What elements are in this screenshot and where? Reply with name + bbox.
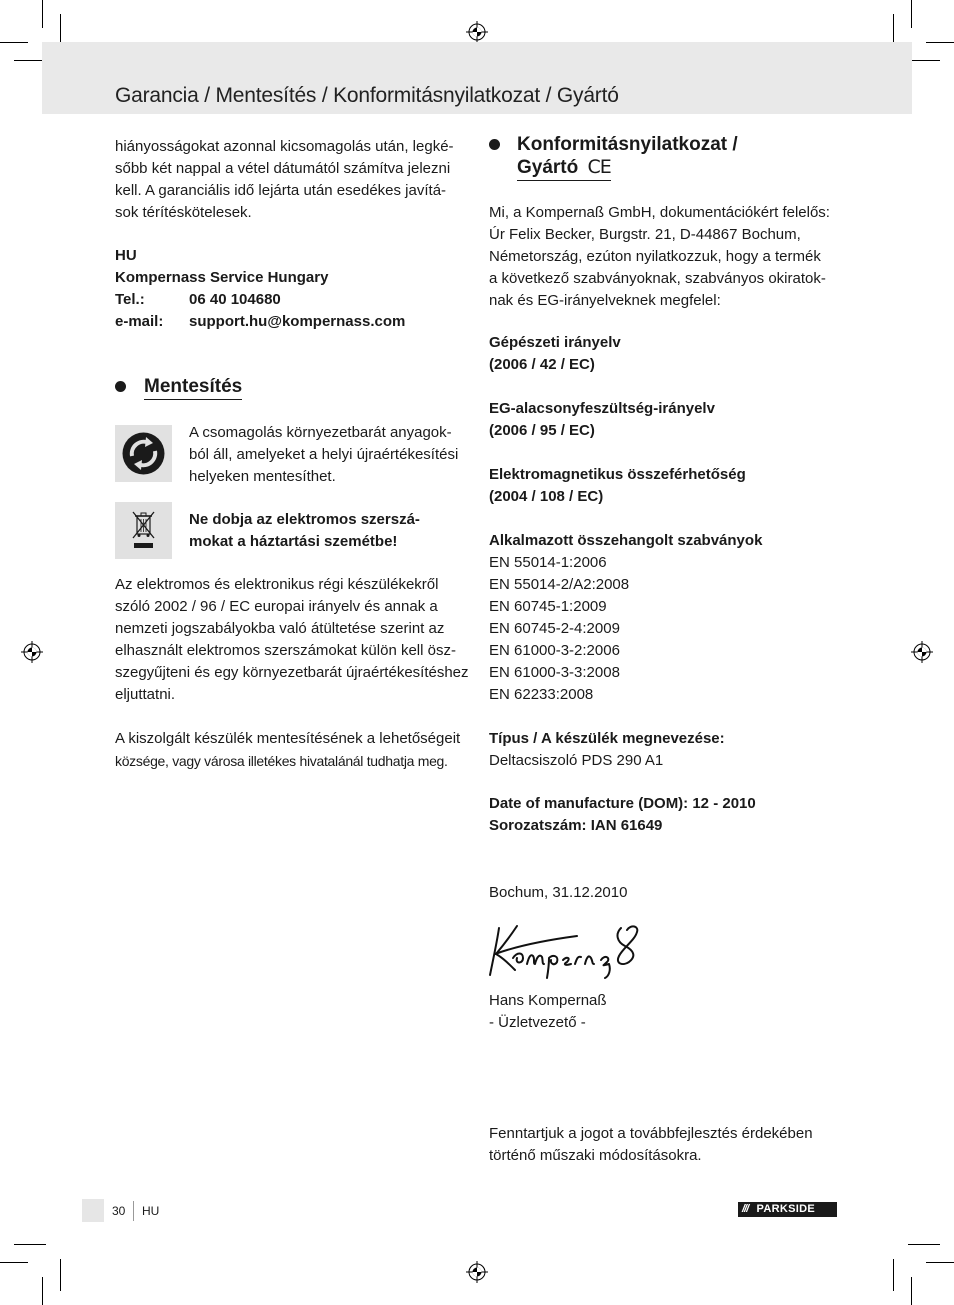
heading-line: Konformitásnyilatkozat / xyxy=(517,134,738,155)
service-company: Kompernass Service Hungary xyxy=(115,269,329,286)
brand-name: PARKSIDE xyxy=(756,1203,815,1215)
service-tel-value: 06 40 104680 xyxy=(189,291,281,308)
standard-item: EN 61000-3-2:2006 xyxy=(489,642,620,659)
page-title: Garancia / Mentesítés / Konformitásnyilatkozat / Gyártó xyxy=(115,84,619,107)
service-contact xyxy=(115,245,328,289)
signer-title: - Üzletvezető - xyxy=(489,1014,586,1031)
standard-item: EN 55014-1:2006 xyxy=(489,554,607,571)
recycle-icon xyxy=(115,425,172,482)
footer-page-tab xyxy=(82,1199,104,1222)
text-line: községe, vagy városa illetékes hivatalánál tudhatja meg. xyxy=(115,753,448,769)
device-type xyxy=(489,728,725,772)
directive-emc xyxy=(489,464,746,508)
text-line: Ne dobja az elektromos szerszá- xyxy=(189,511,420,528)
text-line: a következő szabványoknak, szabványos okiratok- xyxy=(489,270,826,287)
crossed-bin-icon xyxy=(115,502,172,559)
standard-item: EN 60745-2-4:2009 xyxy=(489,620,620,637)
text-line: elhasznált elektromos szerszámokat külön kell ösz- xyxy=(115,642,456,659)
bullet-icon xyxy=(115,381,126,392)
text-line: Úr Felix Becker, Burgstr. 21, D-44867 Bochum, xyxy=(489,226,801,243)
service-country: HU xyxy=(115,247,137,264)
text-line: nak és EG-irányelveknek megfelel: xyxy=(489,292,721,309)
standard-item: EN 62233:2008 xyxy=(489,686,594,703)
text-line: A csomagolás környezetbarát anyagok- xyxy=(189,424,452,441)
registration-mark-icon xyxy=(466,21,488,43)
directive-name: Gépészeti irányelv xyxy=(489,334,621,351)
text-line: nemzeti jogszabályokba való átültetése szerint az xyxy=(115,620,445,637)
directive-code: (2006 / 95 / EC) xyxy=(489,422,595,439)
bullet-icon xyxy=(489,139,500,150)
manufacture-info xyxy=(489,793,756,837)
serial-line: Sorozatszám: IAN 61649 xyxy=(489,817,663,834)
text-line: szóló 2002 / 96 / EC europai irányelv és annak a xyxy=(115,598,438,615)
footer-divider xyxy=(133,1201,134,1221)
disposal-warning xyxy=(189,509,420,553)
signer-name: Hans Kompernaß xyxy=(489,992,607,1009)
directive-code: (2004 / 108 / EC) xyxy=(489,488,604,505)
text-line: Mi, a Kompernaß GmbH, dokumentációkért felelős: xyxy=(489,204,830,221)
parkside-logo xyxy=(738,1202,837,1217)
text-line: A kiszolgált készülék mentesítésének a lehetőségeit xyxy=(115,730,461,747)
service-email-label: e-mail: xyxy=(115,313,164,330)
brand-stripes: /// xyxy=(742,1203,749,1215)
standards-list xyxy=(489,530,762,706)
standard-item: EN 55014-2/A2:2008 xyxy=(489,576,630,593)
text-line: mokat a háztartási szemétbe! xyxy=(189,533,398,550)
text-line: szegyűjteni és egy környezetbarát újraértékesítéshez xyxy=(115,664,469,681)
signature-image xyxy=(487,920,662,980)
text-line: Németország, ezúton nyilatkozzuk, hogy a termék xyxy=(489,248,821,265)
section-heading-disposal: Mentesítés xyxy=(144,375,242,400)
heading-manufacturer: Gyártó xyxy=(517,157,579,178)
text-line: Fenntartjuk a jogot a továbbfejlesztés érdekében xyxy=(489,1125,813,1142)
text-line: Az elektromos és elektronikus régi készülékekről xyxy=(115,576,439,593)
text-line: sőbb két nappal a vétel dátumától számítva jelezni xyxy=(115,160,451,177)
place-date: Bochum, 31.12.2010 xyxy=(489,884,628,901)
declaration-text xyxy=(489,202,830,312)
signer-block xyxy=(489,990,607,1034)
text-line: ból áll, amelyeket a helyi újraértékesítési xyxy=(189,446,459,463)
language-code: HU xyxy=(142,1204,160,1218)
text-line: helyeken mentesíthet. xyxy=(189,468,336,485)
directive-name: EG-alacsonyfeszültség-irányelv xyxy=(489,400,715,417)
registration-mark-icon xyxy=(911,641,933,663)
standards-heading: Alkalmazott összehangolt szabványok xyxy=(489,532,763,549)
directive-machinery xyxy=(489,332,621,376)
directive-code: (2006 / 42 / EC) xyxy=(489,356,595,373)
directive-low-voltage xyxy=(489,398,715,442)
service-tel-label: Tel.: xyxy=(115,291,145,308)
directive-name: Elektromagnetikus összeférhetőség xyxy=(489,466,746,483)
dom-line: Date of manufacture (DOM): 12 - 2010 xyxy=(489,795,756,812)
page-number: 30 xyxy=(112,1204,126,1218)
registration-mark-icon xyxy=(466,1261,488,1283)
type-value: Deltacsiszoló PDS 290 A1 xyxy=(489,752,664,769)
text-line: történő műszaki módosításokra. xyxy=(489,1147,702,1164)
text-line: kell. A garanciális idő lejárta után esedékes javítá- xyxy=(115,182,447,199)
heading-line xyxy=(517,156,611,181)
municipal-paragraph xyxy=(115,728,460,772)
registration-mark-icon xyxy=(21,641,43,663)
text-line: sok térítéskötelesek. xyxy=(115,204,252,221)
packaging-text xyxy=(189,422,458,488)
type-label: Típus / A készülék megnevezése: xyxy=(489,730,725,747)
text-line: hiányosságokat azonnal kicsomagolás után, legké- xyxy=(115,138,454,155)
reservation-note xyxy=(489,1123,813,1167)
warranty-intro xyxy=(115,136,454,224)
service-email-value: support.hu@kompernass.com xyxy=(189,313,406,330)
weee-paragraph xyxy=(115,574,469,706)
ce-mark-icon: CE xyxy=(587,156,611,178)
standard-item: EN 61000-3-3:2008 xyxy=(489,664,620,681)
text-line: eljuttatni. xyxy=(115,686,176,703)
standard-item: EN 60745-1:2009 xyxy=(489,598,607,615)
section-heading-conformity xyxy=(517,133,738,181)
